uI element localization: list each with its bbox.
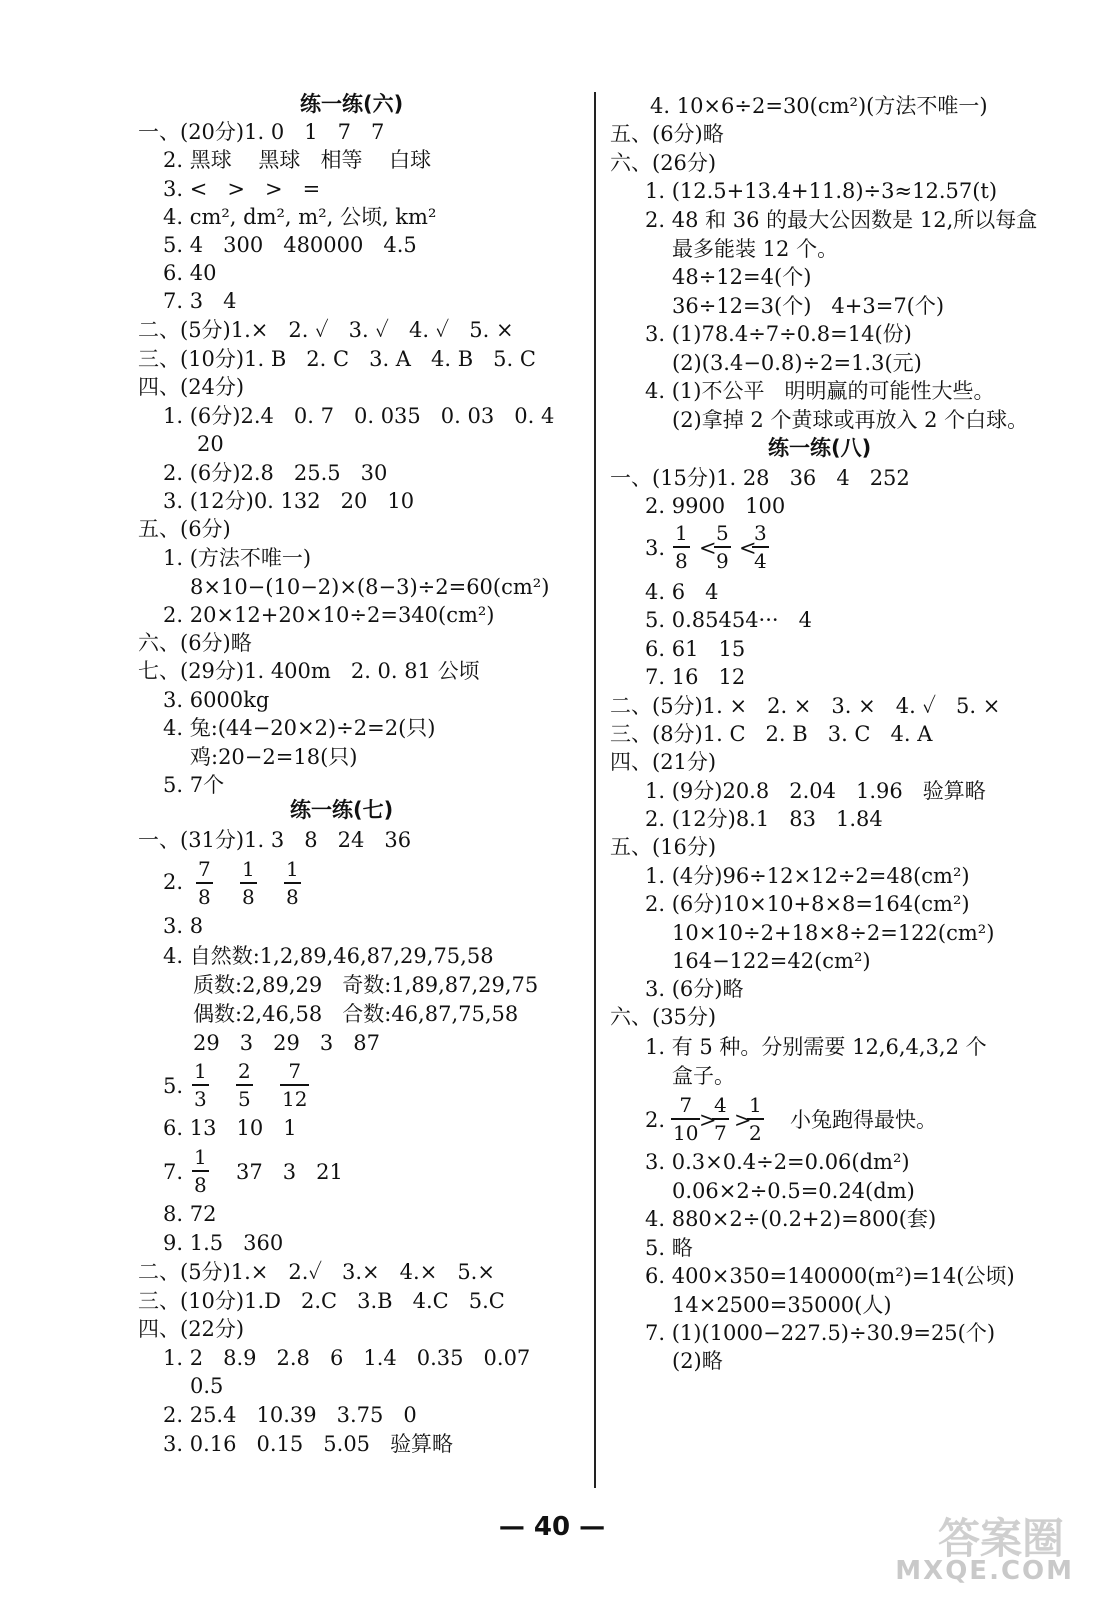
s8-line-2: 2. 9900 100 — [645, 494, 786, 518]
s8-line-19: 六、(35分) — [610, 1005, 717, 1029]
s8-line-27: 6. 400×350=140000(m²)=14(公顷) — [645, 1264, 1015, 1288]
s8-q2-sep-1: > — [699, 1108, 717, 1132]
s7-line-5: 质数:2,89,29 奇数:1,89,87,29,75 — [193, 973, 539, 997]
s8-line-18: 3. (6分)略 — [645, 977, 744, 1001]
s7-q2-frac-1: $\frac{7}{8}$ — [198, 857, 211, 909]
s7-q7-label: 7. — [163, 1160, 184, 1184]
s7-q7-frac: $\frac{1}{8}$ — [194, 1145, 207, 1197]
s6-line-7: 7. 3 4 — [163, 289, 237, 313]
s7-line-15: 四、(22分) — [138, 1317, 245, 1341]
s8-line-11: 1. (9分)20.8 2.04 1.96 验算略 — [645, 779, 986, 803]
s8-q3-label: 3. — [645, 536, 666, 560]
s8-line-25: 4. 880×2÷(0.2+2)=800(套) — [645, 1207, 937, 1231]
s8-line-30: (2)略 — [672, 1349, 723, 1373]
s7-line-16: 1. 2 8.9 2.8 6 1.4 0.35 0.07 — [163, 1346, 531, 1370]
right-top-line-1: 4. 10×6÷2=30(cm²)(方法不唯一) — [650, 94, 988, 118]
s8-line-5: 5. 0.85454··· 4 — [645, 608, 812, 632]
s8-line-6: 6. 61 15 — [645, 637, 746, 661]
s6-line-10: 四、(24分) — [138, 375, 245, 399]
s8-q3-sep-1: < — [699, 536, 717, 560]
s6-line-24: 5. 7个 — [163, 773, 225, 797]
s8-line-24: 0.06×2÷0.5=0.24(dm) — [672, 1179, 915, 1203]
s8-q3-sep-2: < — [739, 536, 757, 560]
s7-q5-frac-1: $\frac{1}{3}$ — [194, 1059, 207, 1111]
s7-line-13: 二、(5分)1.× 2.✓ 3.× 4.× 5.× — [138, 1260, 495, 1284]
section-title-6: 练一练(六) — [300, 92, 404, 116]
s6-line-15: 五、(6分) — [138, 517, 231, 541]
s8-q3-frac-2: $\frac{5}{9}$ — [716, 521, 729, 573]
s7-q5-frac-2: $\frac{2}{5}$ — [238, 1059, 251, 1111]
s8-line-9: 三、(8分)1. C 2. B 3. C 4. A — [610, 722, 933, 746]
right-top-line-12: (2)拿掉 2 个黄球或再放入 2 个白球。 — [672, 408, 1029, 432]
s8-q2-label: 2. — [645, 1108, 666, 1132]
s8-q3-frac-1: $\frac{1}{8}$ — [675, 521, 688, 573]
s8-line-17: 164−122=42(cm²) — [672, 949, 871, 973]
page-number: — 40 — — [498, 1512, 606, 1542]
s6-line-23: 鸡:20−2=18(只) — [190, 745, 358, 769]
s8-line-13: 五、(16分) — [610, 835, 717, 859]
right-top-line-5: 2. 48 和 36 的最大公因数是 12,所以每盒 — [645, 208, 1038, 232]
s7-line-3: 3. 8 — [163, 914, 204, 938]
s6-line-19: 六、(6分)略 — [138, 631, 252, 655]
s6-line-6: 6. 40 — [163, 261, 217, 285]
right-top-line-6: 最多能装 12 个。 — [672, 237, 839, 261]
s6-line-1: 一、(20分)1. 0 1 7 7 — [138, 120, 385, 144]
s7-line-17: 0.5 — [190, 1374, 224, 1398]
right-top-line-3: 六、(26分) — [610, 151, 717, 175]
s8-line-1: 一、(15分)1. 28 36 4 252 — [610, 466, 910, 490]
s7-q2-label: 2. — [163, 870, 184, 894]
watermark-logo — [884, 1506, 1074, 1586]
s6-line-3: 3. < > > = — [163, 177, 321, 201]
s8-q2-frac-3: $\frac{1}{2}$ — [749, 1093, 762, 1145]
s7-q5-frac-3: $\frac{7}{12}$ — [282, 1059, 308, 1111]
s6-line-21: 3. 6000kg — [163, 688, 270, 712]
s6-line-22: 4. 兔:(44−20×2)÷2=2(只) — [163, 716, 436, 740]
s7-line-11: 8. 72 — [163, 1202, 217, 1226]
s6-line-18: 2. 20×12+20×10÷2=340(cm²) — [163, 603, 495, 627]
s8-q2-sep-2: > — [734, 1108, 752, 1132]
s8-line-21: 盒子。 — [672, 1064, 735, 1088]
section-title-7: 练一练(七) — [290, 798, 394, 822]
s8-line-28: 14×2500=35000(人) — [672, 1293, 892, 1317]
right-top-line-11: 4. (1)不公平 明明赢的可能性大些。 — [645, 379, 995, 403]
s8-line-10: 四、(21分) — [610, 750, 717, 774]
s6-line-5: 5. 4 300 480000 4.5 — [163, 233, 417, 257]
s8-q2-frac-2: $\frac{4}{7}$ — [714, 1093, 727, 1145]
s8-line-14: 1. (4分)96÷12×12÷2=48(cm²) — [645, 864, 970, 888]
s8-line-23: 3. 0.3×0.4÷2=0.06(dm²) — [645, 1150, 910, 1174]
s7-q2-frac-2: $\frac{1}{8}$ — [242, 857, 255, 909]
s8-line-20: 1. 有 5 种。分别需要 12,6,4,3,2 个 — [645, 1035, 987, 1059]
s8-q3-frac-3: $\frac{3}{4}$ — [754, 521, 767, 573]
s7-line-7: 29 3 29 3 87 — [193, 1031, 380, 1055]
watermark-logo-text: 答案圈 — [937, 1514, 1064, 1563]
s6-line-20: 七、(29分)1. 400m 2. 0. 81 公顷 — [138, 659, 480, 683]
s6-line-2: 2. 黑球 黑球 相等 白球 — [163, 148, 432, 172]
s8-line-26: 5. 略 — [645, 1236, 693, 1260]
right-top-line-4: 1. (12.5+13.4+11.8)÷3≈12.57(t) — [645, 179, 998, 203]
s8-line-8: 二、(5分)1. × 2. × 3. × 4. ✓ 5. × — [610, 694, 1001, 718]
right-top-line-9: 3. (1)78.4÷7÷0.8=14(份) — [645, 322, 912, 346]
s7-line-18: 2. 25.4 10.39 3.75 0 — [163, 1403, 417, 1427]
s8-line-4: 4. 6 4 — [645, 580, 719, 604]
s7-line-19: 3. 0.16 0.15 5.05 验算略 — [163, 1432, 454, 1456]
s7-line-1: 一、(31分)1. 3 8 24 36 — [138, 828, 412, 852]
s6-line-12: 20 — [197, 432, 224, 456]
s6-line-8: 二、(5分)1.× 2. ✓ 3. ✓ 4. ✓ 5. × — [138, 318, 514, 342]
s6-line-17: 8×10−(10−2)×(8−3)÷2=60(cm²) — [190, 575, 550, 599]
s7-line-6: 偶数:2,46,58 合数:46,87,75,58 — [193, 1002, 519, 1026]
s7-q7-rest: 37 3 21 — [236, 1160, 343, 1184]
right-top-line-7: 48÷12=4(个) — [672, 265, 812, 289]
s6-line-9: 三、(10分)1. B 2. C 3. A 4. B 5. C — [138, 347, 536, 371]
s8-line-15: 2. (6分)10×10+8×8=164(cm²) — [645, 892, 970, 916]
s8-line-7: 7. 16 12 — [645, 665, 746, 689]
s7-line-12: 9. 1.5 360 — [163, 1231, 284, 1255]
s8-line-29: 7. (1)(1000−227.5)÷30.9=25(个) — [645, 1321, 996, 1345]
s6-line-14: 3. (12分)0. 132 20 10 — [163, 489, 415, 513]
s6-line-11: 1. (6分)2.4 0. 7 0. 035 0. 03 0. 4 — [163, 404, 555, 428]
s8-q2-frac-1: $\frac{7}{10}$ — [673, 1093, 699, 1145]
s7-line-4: 4. 自然数:1,2,89,46,87,29,75,58 — [163, 944, 494, 968]
watermark-domain: MXQE.COM — [895, 1556, 1074, 1586]
column-divider — [594, 92, 596, 1488]
s7-q5-label: 5. — [163, 1074, 184, 1098]
s6-line-16: 1. (方法不唯一) — [163, 546, 312, 570]
right-top-line-2: 五、(6分)略 — [610, 122, 724, 146]
s6-line-13: 2. (6分)2.8 25.5 30 — [163, 461, 388, 485]
s6-line-4: 4. cm², dm², m², 公顷, km² — [163, 205, 437, 229]
right-top-line-10: (2)(3.4−0.8)÷2=1.3(元) — [672, 351, 922, 375]
s7-q2-frac-3: $\frac{1}{8}$ — [286, 857, 299, 909]
s7-line-9: 6. 13 10 1 — [163, 1116, 297, 1140]
section-title-8: 练一练(八) — [768, 436, 872, 460]
s8-line-12: 2. (12分)8.1 83 1.84 — [645, 807, 883, 831]
s8-line-16: 10×10÷2+18×8÷2=122(cm²) — [672, 921, 995, 945]
s7-line-14: 三、(10分)1.D 2.C 3.B 4.C 5.C — [138, 1289, 505, 1313]
s8-q2-rest: 小兔跑得最快。 — [790, 1108, 937, 1132]
right-top-line-8: 36÷12=3(个) 4+3=7(个) — [672, 294, 945, 318]
